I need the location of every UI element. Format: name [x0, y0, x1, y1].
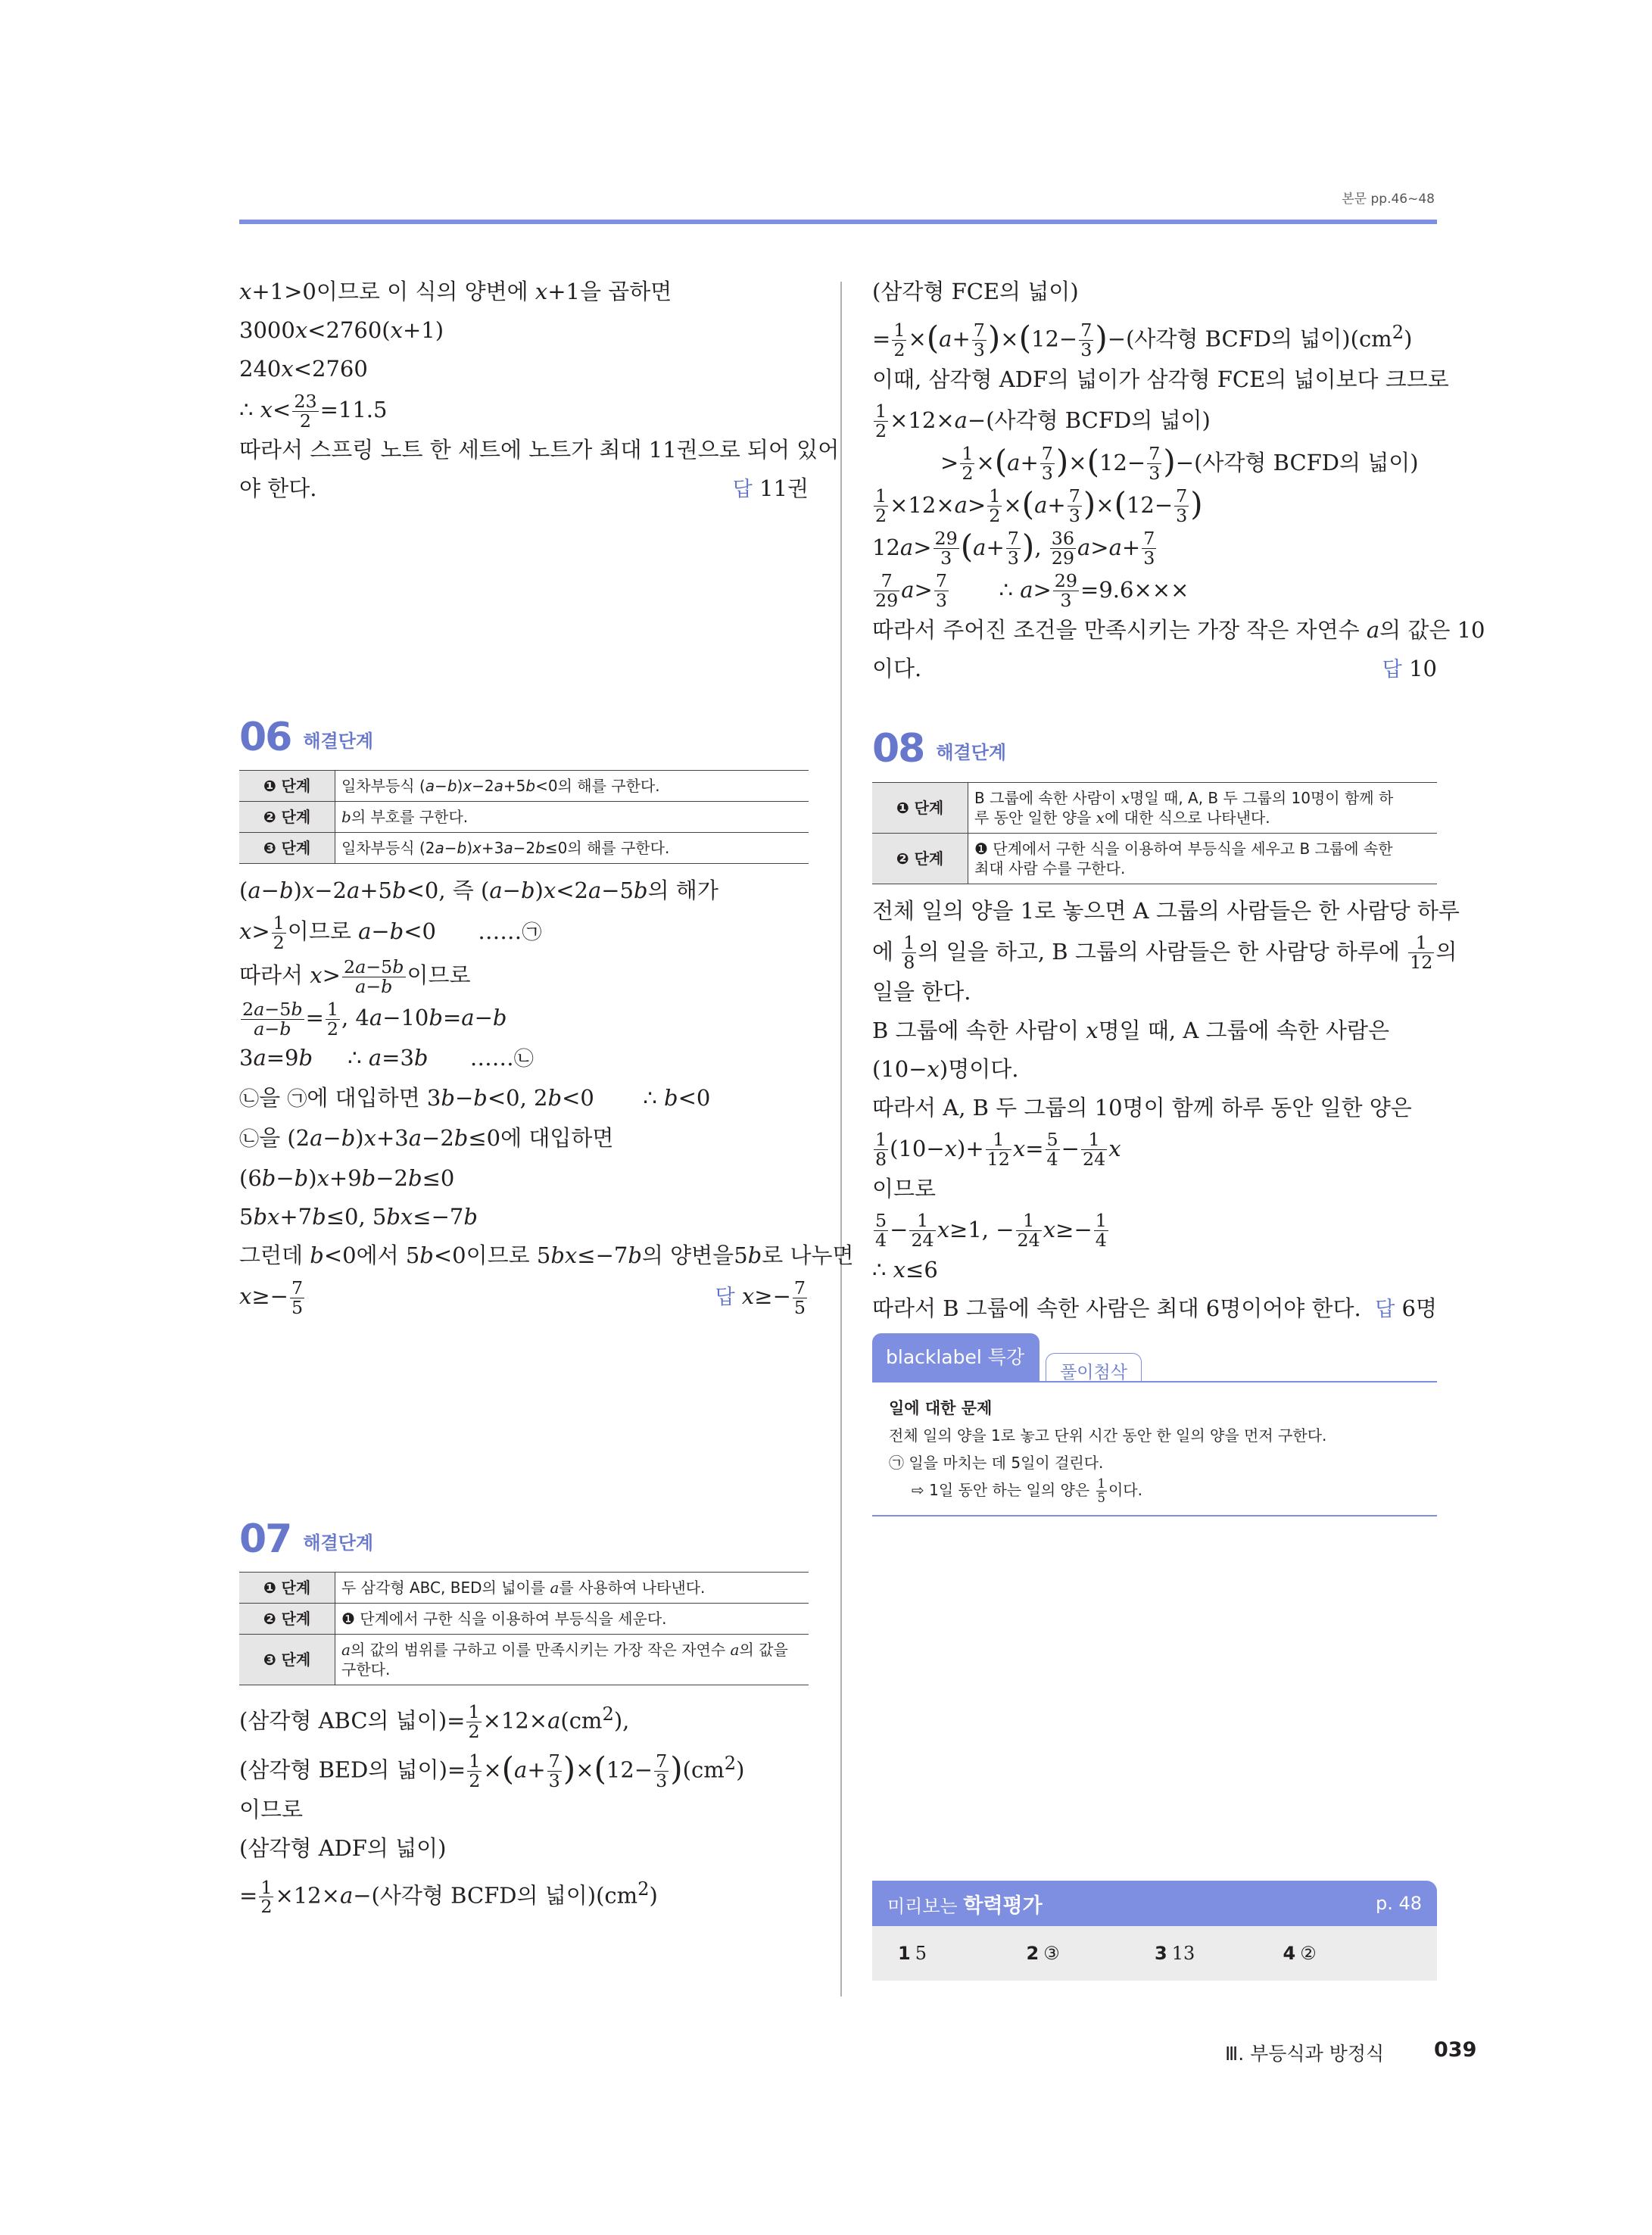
blacklabel-content	[872, 1382, 1437, 1516]
section-07-header	[239, 1513, 809, 1566]
s07-line-2: (삼각형 BED의 넓이)= $\frac{1}{2}$ ×(a+ $\frac{7}{3}$ )×(12− $\frac{7}{3}$ )$(cm^2)$	[239, 1750, 745, 1791]
s08-line-5: (10−x)명이다.	[872, 1055, 1019, 1082]
r-line-8: $\frac{7}{29}$ a> $\frac{7}{3}$ ∴ a> $\frac{29}{3}$ =9.6×××	[875, 570, 1189, 612]
s07-answer: 답 10	[1382, 655, 1437, 681]
s06-line-4: $\frac{2a-5b}{a-b}$ = $\frac{1}{2}$ , 4a−10b=a−b	[242, 998, 507, 1040]
step-label: ❶ 단계	[239, 1573, 335, 1604]
s07-line-5: = $\frac{1}{2}$ ×12×a−(사각형 BCFD의 넓이)$(cm^2)$	[239, 1876, 658, 1918]
step-label: ❸ 단계	[239, 1635, 335, 1685]
s06-line-2: x> $\frac{1}{2}$ 이므로 a−b<0 ……㉠	[239, 912, 542, 953]
s06-line-5: 3a=9b ∴ a=3b ……㉡	[239, 1045, 534, 1071]
section-07-steps	[239, 1572, 809, 1685]
step-label: ❷ 단계	[872, 833, 968, 884]
step-text: 일차부등식 (2a−b)x+3a−2b≤0의 해를 구한다.	[335, 833, 809, 864]
s08-line-3: 일을 한다.	[872, 978, 971, 1005]
right-column	[872, 273, 1485, 1516]
step-label: ❶ 단계	[872, 782, 968, 833]
preview-answer-item: 4 ②	[1283, 1943, 1317, 1964]
section-06-steps	[239, 770, 809, 864]
step-row	[239, 771, 809, 802]
preview-exam-box	[872, 1881, 1437, 1981]
p05-line-5: 따라서 스프링 노트 한 세트에 노트가 최대 11권으로 되어 있어	[239, 437, 840, 463]
step-row	[239, 833, 809, 864]
r-line-10: 이다. 답 10	[872, 650, 1437, 688]
s08-line-8: 이므로	[872, 1175, 937, 1202]
s08-line-11: 따라서 B 그룹에 속한 사람은 최대 6명이어야 한다. 답 6명	[872, 1289, 1437, 1328]
step-row	[239, 1573, 809, 1604]
blacklabel-line-2: ㉠ 일을 마치는 데 5일이 걸린다.	[889, 1453, 1104, 1472]
s08-line-2: 에 $\frac{1}{8}$ 의 일을 하고, B 그룹의 사람들은 한 사람당 하루에 $\frac{1}{12}$ 의	[872, 932, 1457, 974]
step-label: ❷ 단계	[239, 1604, 335, 1635]
preview-answer-item: 2 ③	[1026, 1943, 1060, 1964]
step-row	[239, 1604, 809, 1635]
step-text: b의 부호를 구한다.	[335, 802, 809, 833]
header-rule	[239, 220, 1437, 224]
r-line-3: 이때, 삼각형 ADF의 넓이가 삼각형 FCE의 넓이보다 크므로	[872, 366, 1449, 392]
s06-line-6: ㉡을 ㉠에 대입하면 3b−b<0, 2b<0 ∴ b<0	[239, 1085, 711, 1111]
left-column	[239, 273, 854, 1918]
r-line-7: 12a> $\frac{29}{3}$ (a+ $\frac{7}{3}$ ), $\frac{36}{29}$ a>a+ $\frac{7}{3}$	[872, 527, 1155, 569]
s06-line-10: 그런데 b<0에서 5b<0이므로 5bx≤−7b의 양변을5b로 나누면	[239, 1242, 854, 1268]
section-number: 08	[872, 726, 924, 772]
s08-answer: 답 6명	[1375, 1295, 1437, 1321]
s08-line-10: ∴ x≤6	[872, 1256, 938, 1283]
r-line-9: 따라서 주어진 조건을 만족시키는 가장 작은 자연수 a의 값은 10	[872, 616, 1485, 643]
correction-tab: 풀이첨삭	[1046, 1353, 1142, 1381]
p05-line-1: x+1>0이므로 이 식의 양변에 x+1을 곱하면	[239, 279, 672, 304]
step-row	[872, 782, 1437, 833]
section-title: 해결단계	[303, 1532, 374, 1554]
section-title: 해결단계	[936, 742, 1007, 764]
footer-chapter: Ⅲ. 부등식과 방정식	[1225, 2043, 1385, 2065]
preview-answer-item: 3 13	[1155, 1943, 1195, 1964]
p05-line-3: 240x<2760	[239, 356, 368, 382]
column-divider	[840, 282, 842, 1997]
p05-answer: 답 11권	[732, 475, 809, 501]
blacklabel-line-1: 전체 일의 양을 1로 놓고 단위 시간 동안 한 일의 양을 먼저 구한다.	[889, 1426, 1327, 1445]
s08-line-7: $\frac{1}{8}$ (10−x)+ $\frac{1}{12}$ x= $\frac{5}{4}$ − $\frac{1}{24}$ x	[875, 1129, 1121, 1170]
s06-line-1: (a−b)x−2a+5b<0, 즉 (a−b)x<2a−5b의 해가	[239, 877, 718, 903]
preview-answer-item: 1 5	[898, 1943, 927, 1964]
s06-line-3: 따라서 x> $\frac{2a-5b}{a-b}$ 이므로	[239, 955, 471, 997]
footer-page-number: 039	[1434, 2038, 1477, 2062]
step-label: ❸ 단계	[239, 833, 335, 864]
step-text: ❶ 단계에서 구한 식을 이용하여 부등식을 세운다.	[335, 1604, 809, 1635]
s06-line-11: x≥− $\frac{7}{5}$ 답 x≥− $\frac{7}{5}$	[239, 1275, 809, 1317]
preview-header: 미리보는 학력평가 p. 48	[872, 1881, 1437, 1926]
s06-answer: 답 x≥− $\frac{7}{5}$	[715, 1276, 806, 1318]
s06-line-9: 5bx+7b≤0, 5bx≤−7b	[239, 1204, 478, 1230]
blacklabel-box	[872, 1345, 1437, 1516]
r-line-2: = $\frac{1}{2}$ ×(a+ $\frac{7}{3}$ )×(12− $\frac{7}{3}$ )−(사각형 BCFD의 넓이)$(cm^2)$	[872, 319, 1413, 361]
step-label: ❶ 단계	[239, 771, 335, 802]
s07-line-1: (삼각형 ABC의 넓이)= $\frac{1}{2}$ $\times 12\times a(cm^2)$,	[239, 1701, 630, 1743]
step-row	[872, 833, 1437, 884]
r-line-1: (삼각형 FCE의 넓이)	[872, 279, 1079, 304]
s08-line-6: 따라서 A, B 두 그룹의 10명이 함께 하루 동안 일한 양은	[872, 1094, 1412, 1121]
step-text: ❶ 단계에서 구한 식을 이용하여 부등식을 세우고 B 그룹에 속한 최대 사람 수를 구한다.	[968, 833, 1438, 884]
s08-line-1: 전체 일의 양을 1로 놓으면 A 그룹의 사람들은 한 사람당 하루	[872, 897, 1460, 924]
step-text: B 그룹에 속한 사람이 x명일 때, A, B 두 그룹의 10명이 함께 하 루 동안 일한 양을 x에 대한 식으로 나타낸다.	[968, 782, 1438, 833]
p05-line-6: 야 한다. 답 11권	[239, 469, 809, 508]
s08-line-9: $\frac{5}{4}$ − $\frac{1}{24}$ x≥1, − $\frac{1}{24}$ x≥− $\frac{1}{4}$	[875, 1210, 1107, 1252]
p05-line-4: ∴ x< $\frac{23}{2}$ =11.5	[239, 390, 388, 432]
section-06-header	[239, 711, 809, 764]
s07-line-3: 이므로	[239, 1797, 304, 1823]
step-text: a의 값의 범위를 구하고 이를 만족시키는 가장 작은 자연수 a의 값을 구한다.	[335, 1635, 809, 1685]
preview-answers	[872, 1926, 1437, 1981]
blacklabel-heading: 일에 대한 문제	[889, 1398, 993, 1417]
preview-page: p. 48	[1375, 1893, 1422, 1914]
step-row	[239, 1635, 809, 1685]
step-text: 두 삼각형 ABC, BED의 넓이를 a를 사용하여 나타낸다.	[335, 1573, 809, 1604]
blacklabel-line-3: ⇨ 1일 동안 하는 일의 양은 $\frac{1}{5}$ 이다.	[912, 1476, 1142, 1505]
r-line-5: > $\frac{1}{2}$ ×(a+ $\frac{7}{3}$ )×(12− $\frac{7}{3}$ )−(사각형 BCFD의 넓이)	[940, 442, 1419, 485]
r-line-6: $\frac{1}{2}$ ×12×a> $\frac{1}{2}$ ×(a+ $\frac{7}{3}$ )×(12− $\frac{7}{3}$ )	[875, 485, 1203, 527]
blacklabel-tab: blacklabel 특강	[872, 1333, 1040, 1381]
step-text: 일차부등식 (a−b)x−2a+5b<0의 해를 구한다.	[335, 771, 809, 802]
section-08-header	[872, 723, 1437, 776]
section-08-steps	[872, 782, 1437, 884]
page-reference: 본문 pp.46~48	[1342, 192, 1435, 207]
section-number: 06	[239, 714, 291, 760]
blacklabel-tabs	[872, 1345, 1437, 1382]
s06-line-7: ㉡을 (2a−b)x+3a−2b≤0에 대입하면	[239, 1125, 614, 1151]
step-row	[239, 802, 809, 833]
s08-line-4: B 그룹에 속한 사람이 x명일 때, A 그룹에 속한 사람은	[872, 1017, 1390, 1043]
section-title: 해결단계	[303, 730, 374, 752]
step-label: ❷ 단계	[239, 802, 335, 833]
s06-line-8: (6b−b)x+9b−2b≤0	[239, 1165, 455, 1191]
section-number: 07	[239, 1516, 291, 1562]
p05-line-2: 3000x<2760(x+1)	[239, 317, 444, 343]
s07-line-4: (삼각형 ADF의 넓이)	[239, 1835, 447, 1862]
r-line-4: $\frac{1}{2}$ ×12×a−(사각형 BCFD의 넓이)	[875, 401, 1211, 442]
